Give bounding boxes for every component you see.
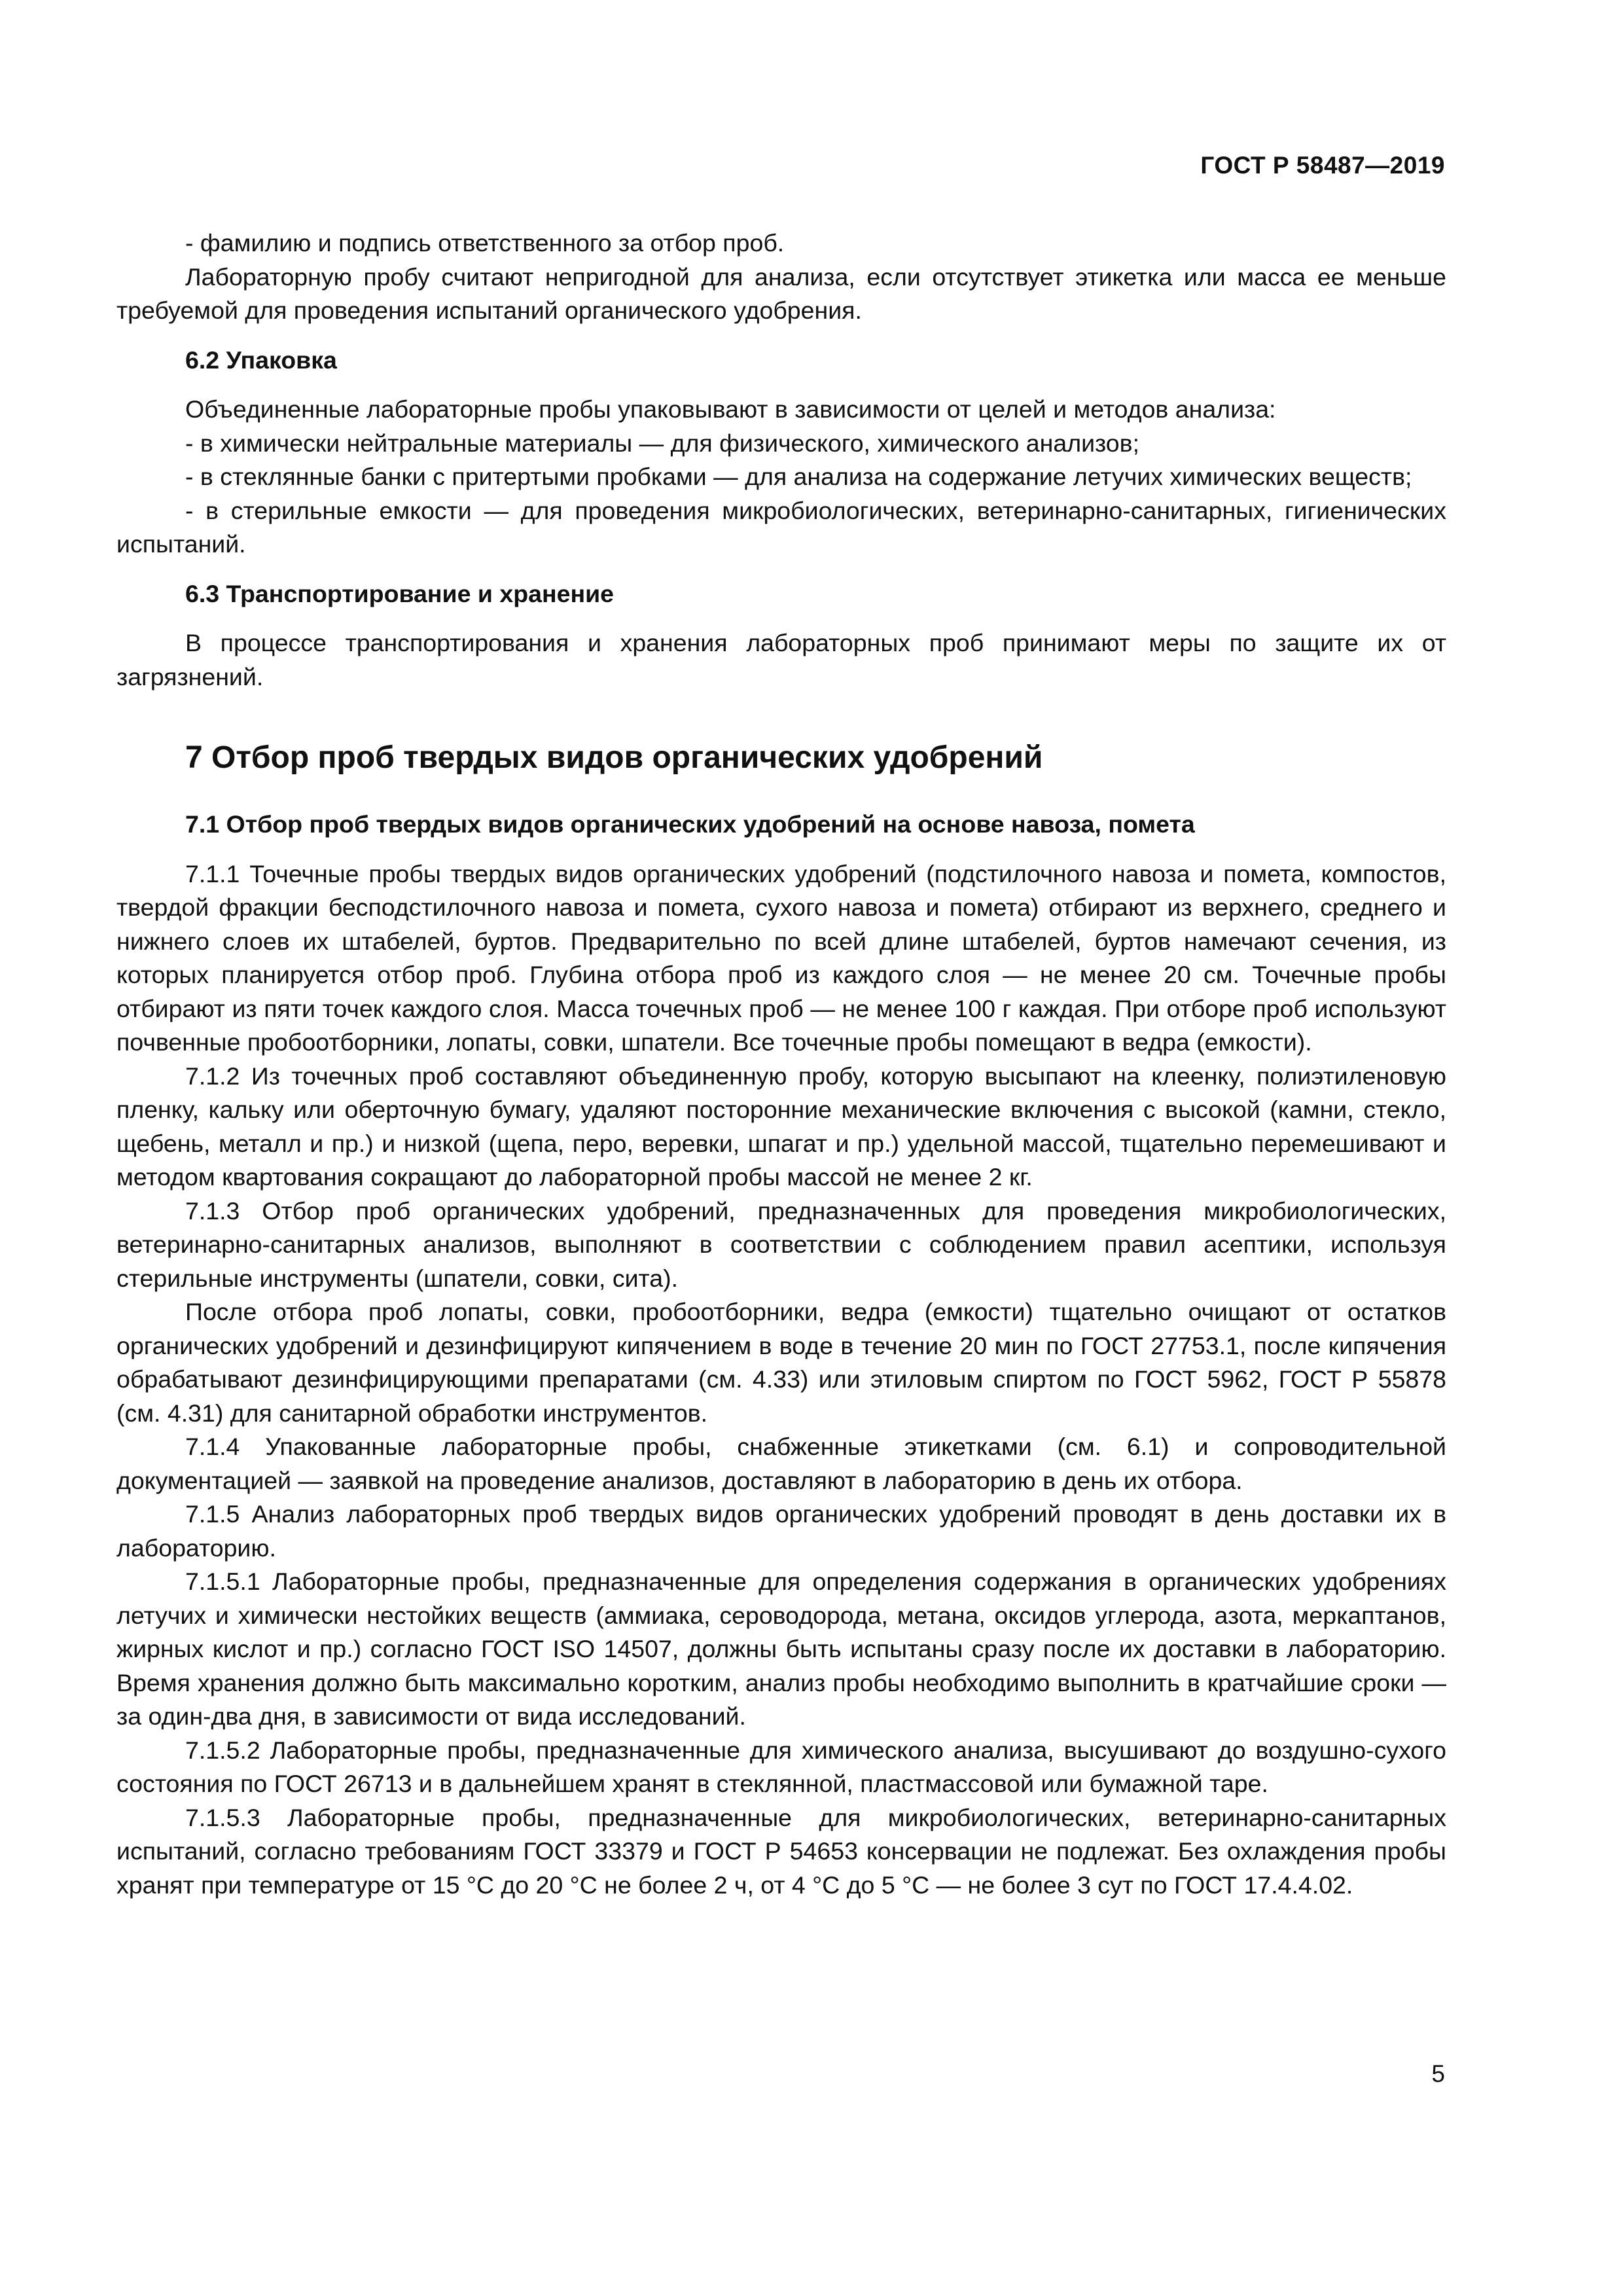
section-7-title: 7 Отбор проб твердых видов органических удобрений (185, 740, 1043, 775)
paragraph: 7.1.3 Отбор проб органических удобрений, предназначенных для проведения микробиологических, ветеринарно-санитарных анализов, выполняют в соответствии с соблюдением правил асептики, используя стерильные инструменты (шпатели, совки, сита). (116, 1196, 1446, 1292)
section-6-2-title: 6.2 Упаковка (185, 346, 337, 374)
section-7-1-title: 7.1 Отбор проб твердых видов органических удобрений на основе навоза, помета (185, 810, 1195, 838)
paragraph: 7.1.5.1 Лабораторные пробы, предназначенные для определения содержания в органических удобрениях летучих и химически нестойких веществ (аммиака, сероводорода, метана, оксидов углерода, азота, меркаптанов, жирных кислот и пр.) согласно ГОСТ ISO 14507, должны быть испытаны сразу после их доставки в лабораторию. Время хранения должно быть максимально коротким, анализ пробы необходимо выполнить в кратчайшие сроки — за один-два дня, в зависимости от вида исследований. (116, 1568, 1446, 1730)
list-item: - в стерильные емкости — для проведения микробиологических, ветеринарно-санитарных, гигиенических испытаний. (116, 496, 1446, 558)
paragraph: 7.1.5.3 Лабораторные пробы, предназначенные для микробиологических, ветеринарно-санитарных испытаний, согласно требованиям ГОСТ 33379 и ГОСТ Р 54653 консервации не подлежат. Без охлаждения пробы хранят при температуре от 15 °С до 20 °С не более 2 ч, от 4 °С до 5 °С — не более 3 сут по ГОСТ 17.4.4.02. (116, 1803, 1446, 1899)
page-number: 5 (1431, 2060, 1445, 2087)
list-item: - в химически нейтральные материалы — для физического, химического анализов; (185, 429, 1139, 457)
paragraph: 7.1.1 Точечные пробы твердых видов органических удобрений (подстилочного навоза и помета, компостов, твердой фракции бесподстилочного навоза и помета, сухого навоза и помета) отбирают из верхнего, среднего и нижнего слоев их штабелей, буртов. Предварительно по всей длине штабелей, буртов намечают сечения, из которых планируется отбор проб. Глубина отбора проб из каждого слоя — не менее 20 см. Точечные пробы отбирают из пяти точек каждого слоя. Масса точечных проб — не менее 100 г каждая. При отборе проб используют почвенные пробоотборники, лопаты, совки, шпатели. Все точечные пробы помещают в ведра (емкости). (116, 859, 1446, 1056)
paragraph: 7.1.5.2 Лабораторные пробы, предназначенные для химического анализа, высушивают до воздушно-сухого состояния по ГОСТ 26713 и в дальнейшем хранят в стеклянной, пластмассовой или бумажной таре. (116, 1736, 1446, 1797)
paragraph: 7.1.5 Анализ лабораторных проб твердых видов органических удобрений проводят в день доставки их в лабораторию. (116, 1500, 1446, 1562)
section-6-3-title: 6.3 Транспортирование и хранение (185, 579, 615, 607)
paragraph: 7.1.4 Упакованные лабораторные пробы, снабженные этикетками (см. 6.1) и сопроводительной документацией — заявкой на проведение анализов, доставляют в лабораторию в день их отбора. (116, 1433, 1446, 1494)
paragraph: 7.1.2 Из точечных проб составляют объединенную пробу, которую высыпают на клеенку, полиэтиленовую пленку, кальку или оберточную бумагу, удаляют посторонние механические включения с высокой (камни, стекло, щебень, металл и пр.) и низкой (щепа, перо, веревки, шпагат и пр.) удельной массой, тщательно перемешивают и методом квартования сокращают до лабораторной пробы массой не менее 2 кг. (116, 1062, 1446, 1191)
paragraph: - фамилию и подпись ответственного за отбор проб. (185, 229, 785, 257)
paragraph: После отбора проб лопаты, совки, пробоотборники, ведра (емкости) тщательно очищают от остатков органических удобрений и дезинфицируют кипячением в воде в течение 20 мин по ГОСТ 27753.1, после кипячения обрабатывают дезинфицирующими препаратами (см. 4.33) или этиловым спиртом по ГОСТ 5962, ГОСТ Р 55878 (см. 4.31) для санитарной обработки инструментов. (116, 1298, 1446, 1427)
document-body (116, 226, 1446, 1902)
document-id-header: ГОСТ Р 58487—2019 (1200, 152, 1445, 179)
paragraph: В процессе транспортирования и хранения лабораторных проб принимают меры по защите их от загрязнений. (116, 629, 1446, 691)
list-item: - в стеклянные банки с притертыми пробками — для анализа на содержание летучих химических веществ; (185, 463, 1412, 490)
paragraph: Лабораторную пробу считают непригодной для анализа, если отсутствует этикетка или масса ее меньше требуемой для проведения испытаний органического удобрения. (116, 262, 1446, 324)
paragraph: Объединенные лабораторные пробы упаковывают в зависимости от целей и методов анализа: (185, 395, 1276, 423)
